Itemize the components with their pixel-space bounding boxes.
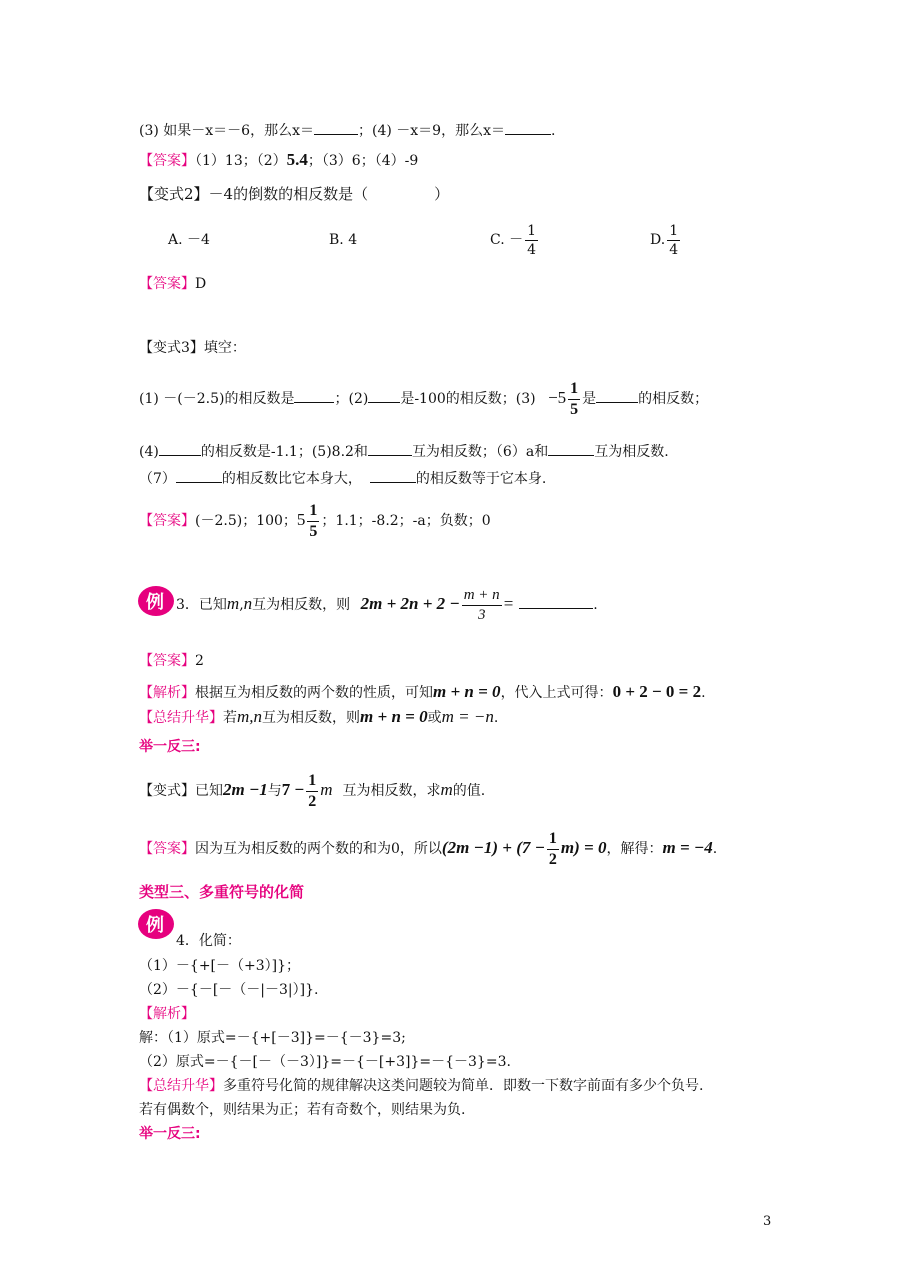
math: m,n: [237, 707, 263, 726]
text: (4): [139, 444, 159, 460]
text: (3) 如果－x＝－6，那么x＝: [139, 123, 314, 139]
text: 4．化简：: [176, 933, 241, 949]
text: .: [593, 597, 598, 613]
text: (－2.5)；100；: [195, 513, 297, 529]
math: m: [226, 594, 240, 613]
text: ,: [239, 597, 244, 613]
text: 是-100的相反数；(3): [400, 391, 536, 407]
text: （1）13；（2）: [195, 153, 287, 169]
text: ，代入上式可得：: [500, 685, 613, 701]
answer-tag: 【答案】: [139, 513, 195, 529]
blank: [368, 441, 412, 456]
blank: [519, 594, 593, 609]
option-c-text: C. －: [490, 232, 524, 248]
math: −5: [548, 388, 567, 407]
text: 类型三、多重符号的化简: [139, 883, 305, 901]
text: 根据互为相反数的两个数的性质，可知: [195, 685, 433, 701]
fraction: $\frac{1}{4}$: [669, 222, 679, 258]
blank: [505, 120, 551, 135]
text: （2）原式=－{－[－（－3）]}=－{－[+3]}=－{－3}=3.: [139, 1054, 511, 1070]
text: ，解得：: [606, 841, 663, 857]
math: 5: [296, 510, 306, 529]
option-d-text: D.: [650, 232, 666, 248]
math: n: [243, 594, 253, 613]
text: 若: [223, 710, 237, 726]
text: 已知: [195, 783, 223, 799]
fraction: $\frac{1}{2}$: [548, 829, 557, 868]
text: 若有偶数个，则结果为正；若有奇数个，则结果为负.: [139, 1102, 466, 1118]
variant3-line3: [139, 468, 546, 489]
text: 2: [195, 653, 204, 669]
text: .: [493, 710, 499, 726]
answer-tag: 【答案】: [139, 653, 195, 669]
math: m + n = 0: [360, 707, 428, 726]
math: m + n = 0: [433, 682, 501, 701]
example3-question: [176, 584, 598, 625]
example-badge-icon: [136, 583, 176, 619]
variant3-label: [139, 338, 246, 358]
variant3-answer: [139, 498, 491, 543]
math: 5.4: [286, 150, 308, 169]
text: ；(2): [334, 391, 369, 407]
text: 因为互为相反数的两个数的和为0，所以: [195, 841, 442, 857]
example3-answer: [139, 651, 204, 671]
text: 的值.: [452, 783, 486, 799]
answer-tag: 【答案】: [139, 841, 195, 857]
text: (1) －(－2.5)的相反数是: [139, 391, 295, 407]
text: 解：（1）原式=－{+[－3]}=－{－3}=3;: [139, 1030, 406, 1046]
blank: [370, 468, 416, 483]
example4-summary2: [139, 1100, 465, 1120]
section-heading: [139, 882, 304, 902]
example4-summary: [139, 1076, 703, 1096]
fraction: $\frac{1}{4}$: [527, 222, 537, 258]
text: 举一反三:: [139, 739, 201, 755]
example-badge-icon: [136, 906, 176, 942]
text: 的相反数；: [638, 391, 709, 407]
fraction: $\frac{1}{2}$: [308, 771, 317, 810]
option-b-text: B. 4: [329, 232, 358, 248]
summary-tag: 【总结升华】: [139, 710, 223, 726]
text: （1）－{+[－（+3）]}；: [139, 958, 301, 974]
math: m = −n: [441, 707, 494, 726]
blank: [548, 441, 594, 456]
math: m: [440, 780, 453, 799]
example4-analysis-tag: [139, 1004, 195, 1024]
text: ；（3）6；（4）-9: [307, 153, 419, 169]
text: 与: [267, 783, 282, 799]
badge-text: 例: [146, 592, 164, 613]
fraction: $\frac{m + n}{3}$: [463, 586, 500, 623]
blank: [294, 388, 334, 403]
text: （7）: [139, 471, 176, 487]
text: ；1.1；-8.2；-a；负数；0: [321, 513, 491, 529]
variant2-answer: [139, 274, 206, 294]
text: 是: [582, 391, 597, 407]
text: 互为相反数；（6）a和: [411, 444, 549, 460]
text: 互为相反数.: [594, 444, 669, 460]
text: .: [712, 841, 718, 857]
text: 互为相反数，求: [342, 783, 441, 799]
example4-solution2: [139, 1052, 511, 1072]
math: (2m −1) + (7 −: [441, 838, 545, 857]
example4-part1: [139, 956, 300, 976]
text: ）: [434, 185, 450, 203]
text: （2）－{－[－（－|－3|）]}.: [139, 982, 319, 998]
variant-label: 【变式】: [139, 783, 195, 799]
option-b: [329, 220, 357, 260]
blank: [368, 388, 400, 403]
math: 2m −1: [223, 780, 268, 799]
math: m) = 0: [560, 838, 607, 857]
text: 的相反数是-1.1；(5)8.2和: [200, 444, 368, 460]
text: 的相反数比它本身大，: [221, 471, 362, 487]
option-d: [650, 220, 682, 260]
text: 举一反三:: [139, 1126, 201, 1142]
fraction: $\frac{1}{5}$: [309, 501, 318, 540]
math: =: [503, 594, 514, 613]
text: 互为相反数，则: [252, 597, 351, 613]
variant3-line1: [139, 376, 708, 421]
text: 【变式3】填空：: [139, 340, 246, 356]
practice-heading: [139, 1124, 201, 1144]
analysis-tag: 【解析】: [139, 685, 195, 701]
text: 的相反数等于它本身.: [415, 471, 547, 487]
page-number: 3: [763, 1214, 772, 1229]
variant2-question: [139, 184, 449, 204]
blank: [176, 468, 222, 483]
blank: [314, 120, 358, 135]
blank: [596, 388, 638, 403]
math-expression: 2m + 2n + 2 −: [360, 594, 460, 613]
q-prev-line: [139, 120, 555, 141]
math: 0 + 2 − 0 = 2: [612, 682, 702, 701]
answer-tag: 【答案】: [139, 153, 195, 169]
option-a: A. －4: [168, 232, 210, 248]
example3-variant-answer: [139, 826, 717, 871]
fraction: $\frac{1}{5}$: [570, 379, 579, 418]
text: .: [550, 123, 556, 139]
variant3-line2: [139, 441, 669, 462]
math: m: [320, 780, 333, 799]
variant-label: 【变式2】: [139, 185, 209, 203]
text: 互为相反数，则: [262, 710, 361, 726]
q-prev-answer: [139, 150, 418, 171]
text: －4的倒数的相反数是（: [208, 185, 369, 203]
blank: [159, 441, 201, 456]
math: m = −4: [662, 838, 713, 857]
example4-question: [176, 931, 241, 951]
text: 或: [427, 710, 442, 726]
text: D: [195, 276, 207, 292]
text: 3．已知: [176, 597, 227, 613]
variant2-options: [168, 220, 210, 260]
example3-analysis: [139, 682, 706, 703]
example4-part2: [139, 980, 318, 1000]
answer-tag: 【答案】: [139, 276, 195, 292]
summary-tag: 【总结升华】: [139, 1078, 223, 1094]
practice-heading: [139, 737, 201, 757]
math: 7 −: [281, 780, 305, 799]
text: .: [701, 685, 706, 701]
badge-text: 例: [146, 915, 164, 936]
analysis-tag: 【解析】: [139, 1006, 195, 1022]
text: 多重符号化简的规律解决这类问题较为简单．即数一下数字前面有多少个负号.: [223, 1078, 704, 1094]
example4-solution1: [139, 1028, 406, 1048]
example3-summary: [139, 707, 498, 728]
example3-variant: [139, 768, 485, 813]
text: ；(4) －x＝9，那么x＝: [357, 123, 505, 139]
option-c: [490, 220, 540, 260]
